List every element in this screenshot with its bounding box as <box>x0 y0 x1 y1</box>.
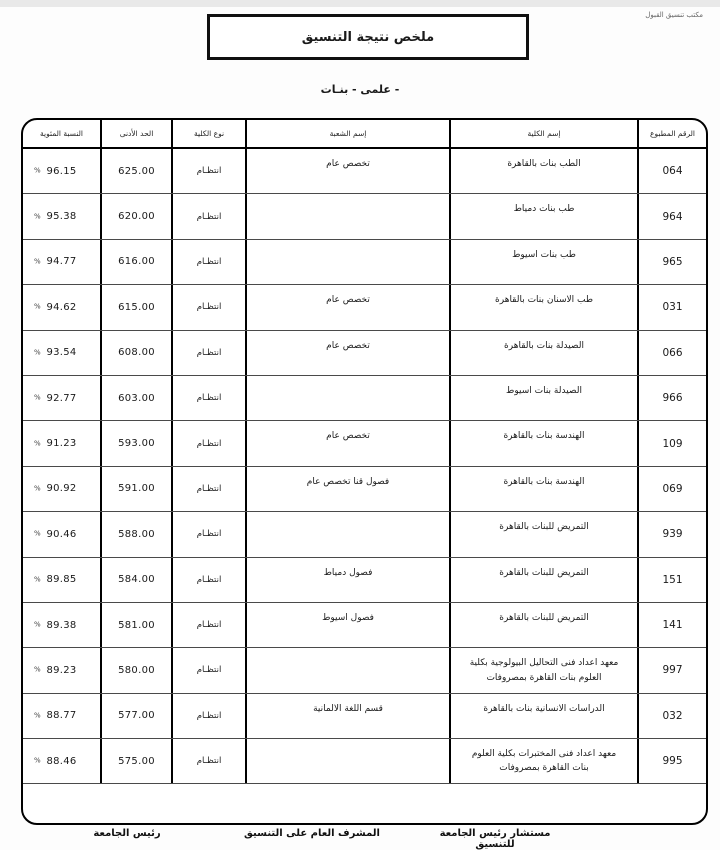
division-name-cell <box>245 512 449 556</box>
college-name-cell: التمريض للبنات بالقاهرة <box>449 603 637 647</box>
percentage-value: 89.23 <box>46 664 77 676</box>
table-row <box>23 376 706 421</box>
table-row <box>23 739 706 784</box>
code-cell: 997 <box>637 648 706 692</box>
table-row <box>23 421 706 466</box>
table-row <box>23 512 706 557</box>
percentage-value: 89.38 <box>46 619 77 631</box>
table-row <box>23 285 706 330</box>
code-cell: 066 <box>637 331 706 375</box>
college-type-cell: انتظـام <box>171 512 245 556</box>
division-name-cell <box>245 648 449 692</box>
table-row <box>23 467 706 512</box>
header-min-score: الحد الأدنى <box>100 120 171 147</box>
signature-coordination-advisor: مستشار رئيس الجامعة للتنسيق <box>439 828 551 850</box>
college-type-cell: انتظـام <box>171 694 245 738</box>
division-name-cell <box>245 376 449 420</box>
percentage-value: 92.77 <box>46 392 77 404</box>
min-score-cell: 581.00 <box>100 603 171 647</box>
min-score-cell: 603.00 <box>100 376 171 420</box>
percentage-value: 94.77 <box>46 256 77 268</box>
percent-sign: % <box>34 711 41 720</box>
percent-sign: % <box>34 211 41 220</box>
division-name-cell: تخصص عام <box>245 285 449 329</box>
table-row <box>23 194 706 239</box>
section-subtitle: - علمى - بنـات <box>320 83 400 96</box>
division-name-cell: فصول اسيوط <box>245 603 449 647</box>
percentage-value: 91.23 <box>46 438 77 450</box>
scan-top-strip <box>0 0 720 7</box>
code-cell: 151 <box>637 558 706 602</box>
percentage-value: 96.15 <box>46 165 77 177</box>
percentage-cell <box>23 648 100 692</box>
division-name-cell: فصول قنا تخصص عام <box>245 467 449 511</box>
code-cell: 966 <box>637 376 706 420</box>
percentage-value: 88.46 <box>46 755 77 767</box>
college-type-cell: انتظـام <box>171 467 245 511</box>
min-score-cell: 620.00 <box>100 194 171 238</box>
college-name-cell: طب الاسنان بنات بالقاهرة <box>449 285 637 329</box>
percentage-cell <box>23 739 100 783</box>
college-type-cell: انتظـام <box>171 603 245 647</box>
header-code: الرقم المطبوع <box>637 120 706 147</box>
percentage-value: 88.77 <box>46 710 77 722</box>
college-type-cell: انتظـام <box>171 648 245 692</box>
percentage-value: 94.62 <box>46 301 77 313</box>
percentage-cell <box>23 603 100 647</box>
percent-sign: % <box>34 484 41 493</box>
min-score-cell: 577.00 <box>100 694 171 738</box>
min-score-cell: 593.00 <box>100 421 171 465</box>
min-score-cell: 591.00 <box>100 467 171 511</box>
percentage-cell <box>23 421 100 465</box>
table-body <box>23 149 706 784</box>
division-name-cell: تخصص عام <box>245 149 449 193</box>
code-cell: 031 <box>637 285 706 329</box>
min-score-cell: 625.00 <box>100 149 171 193</box>
percent-sign: % <box>34 756 41 765</box>
table-row <box>23 694 706 739</box>
percent-sign: % <box>34 529 41 538</box>
table-row <box>23 603 706 648</box>
code-cell: 995 <box>637 739 706 783</box>
college-type-cell: انتظـام <box>171 194 245 238</box>
min-score-cell: 615.00 <box>100 285 171 329</box>
table-row <box>23 558 706 603</box>
college-name-cell: طب بنات اسيوط <box>449 240 637 284</box>
page-title: ملخص نتيجة التنسيق <box>301 29 435 45</box>
percentage-value: 90.46 <box>46 528 77 540</box>
header-type: نوع الكلية <box>171 120 245 147</box>
code-cell: 032 <box>637 694 706 738</box>
college-name-cell: الهندسة بنات بالقاهرة <box>449 467 637 511</box>
percent-sign: % <box>34 620 41 629</box>
min-score-cell: 584.00 <box>100 558 171 602</box>
code-cell: 964 <box>637 194 706 238</box>
code-cell: 109 <box>637 421 706 465</box>
percentage-value: 90.92 <box>46 483 77 495</box>
percentage-cell <box>23 240 100 284</box>
table-header-row <box>23 120 706 149</box>
min-score-cell: 580.00 <box>100 648 171 692</box>
percent-sign: % <box>34 575 41 584</box>
division-name-cell: تخصص عام <box>245 421 449 465</box>
division-name-cell <box>245 739 449 783</box>
code-cell: 939 <box>637 512 706 556</box>
code-cell: 069 <box>637 467 706 511</box>
division-name-cell <box>245 194 449 238</box>
division-name-cell <box>245 240 449 284</box>
college-name-cell: الصيدلة بنات بالقاهرة <box>449 331 637 375</box>
office-label: مكتب تنسيق القبول <box>645 11 703 19</box>
signature-general-supervisor: المشرف العام على التنسيق <box>244 828 380 839</box>
percent-sign: % <box>34 348 41 357</box>
percentage-value: 89.85 <box>46 574 77 586</box>
table-row <box>23 149 706 194</box>
division-name-cell: قسم اللغة الالمانية <box>245 694 449 738</box>
table-row <box>23 240 706 285</box>
percent-sign: % <box>34 393 41 402</box>
college-type-cell: انتظـام <box>171 558 245 602</box>
min-score-cell: 616.00 <box>100 240 171 284</box>
percentage-cell <box>23 512 100 556</box>
percentage-cell <box>23 558 100 602</box>
college-type-cell: انتظـام <box>171 331 245 375</box>
percentage-cell <box>23 285 100 329</box>
college-name-cell: الصيدلة بنات اسيوط <box>449 376 637 420</box>
college-name-cell: الهندسة بنات بالقاهرة <box>449 421 637 465</box>
header-percentage: النسبة المئوية <box>40 129 83 138</box>
college-type-cell: انتظـام <box>171 421 245 465</box>
division-name-cell: تخصص عام <box>245 331 449 375</box>
results-table <box>21 118 708 825</box>
signature-university-president: رئيس الجامعة <box>93 828 161 839</box>
college-name-cell: طب بنات دمياط <box>449 194 637 238</box>
percentage-cell <box>23 467 100 511</box>
title-box <box>207 14 529 60</box>
college-name-cell: معهد اعداد فنى التحاليل البيولوجية بكلية العلوم بنات القاهرة بمصروفات <box>449 648 637 692</box>
percentage-cell <box>23 149 100 193</box>
percentage-value: 95.38 <box>46 211 77 223</box>
min-score-cell: 575.00 <box>100 739 171 783</box>
percent-sign: % <box>34 257 41 266</box>
college-name-cell: معهد اعداد فنى المختبرات بكلية العلوم بنات القاهرة بمصروفات <box>449 739 637 783</box>
code-cell: 141 <box>637 603 706 647</box>
percent-sign: % <box>34 166 41 175</box>
college-name-cell: الطب بنات بالقاهرة <box>449 149 637 193</box>
header-division: إسم الشعبة <box>245 120 449 147</box>
college-type-cell: انتظـام <box>171 739 245 783</box>
code-cell: 064 <box>637 149 706 193</box>
min-score-cell: 588.00 <box>100 512 171 556</box>
percentage-cell <box>23 376 100 420</box>
college-type-cell: انتظـام <box>171 285 245 329</box>
percent-sign: % <box>34 665 41 674</box>
code-cell: 965 <box>637 240 706 284</box>
table-row <box>23 331 706 376</box>
percentage-cell <box>23 331 100 375</box>
header-college: إسم الكلية <box>449 120 637 147</box>
percentage-cell <box>23 694 100 738</box>
min-score-cell: 608.00 <box>100 331 171 375</box>
college-type-cell: انتظـام <box>171 376 245 420</box>
percentage-value: 93.54 <box>46 347 77 359</box>
college-type-cell: انتظـام <box>171 149 245 193</box>
college-name-cell: التمريض للبنات بالقاهرة <box>449 558 637 602</box>
division-name-cell: فصول دمياط <box>245 558 449 602</box>
college-name-cell: التمريض للبنات بالقاهرة <box>449 512 637 556</box>
college-type-cell: انتظـام <box>171 240 245 284</box>
percent-sign: % <box>34 302 41 311</box>
percentage-cell <box>23 194 100 238</box>
college-name-cell: الدراسات الانسانية بنات بالقاهرة <box>449 694 637 738</box>
percent-sign: % <box>34 438 41 447</box>
table-row <box>23 648 706 693</box>
